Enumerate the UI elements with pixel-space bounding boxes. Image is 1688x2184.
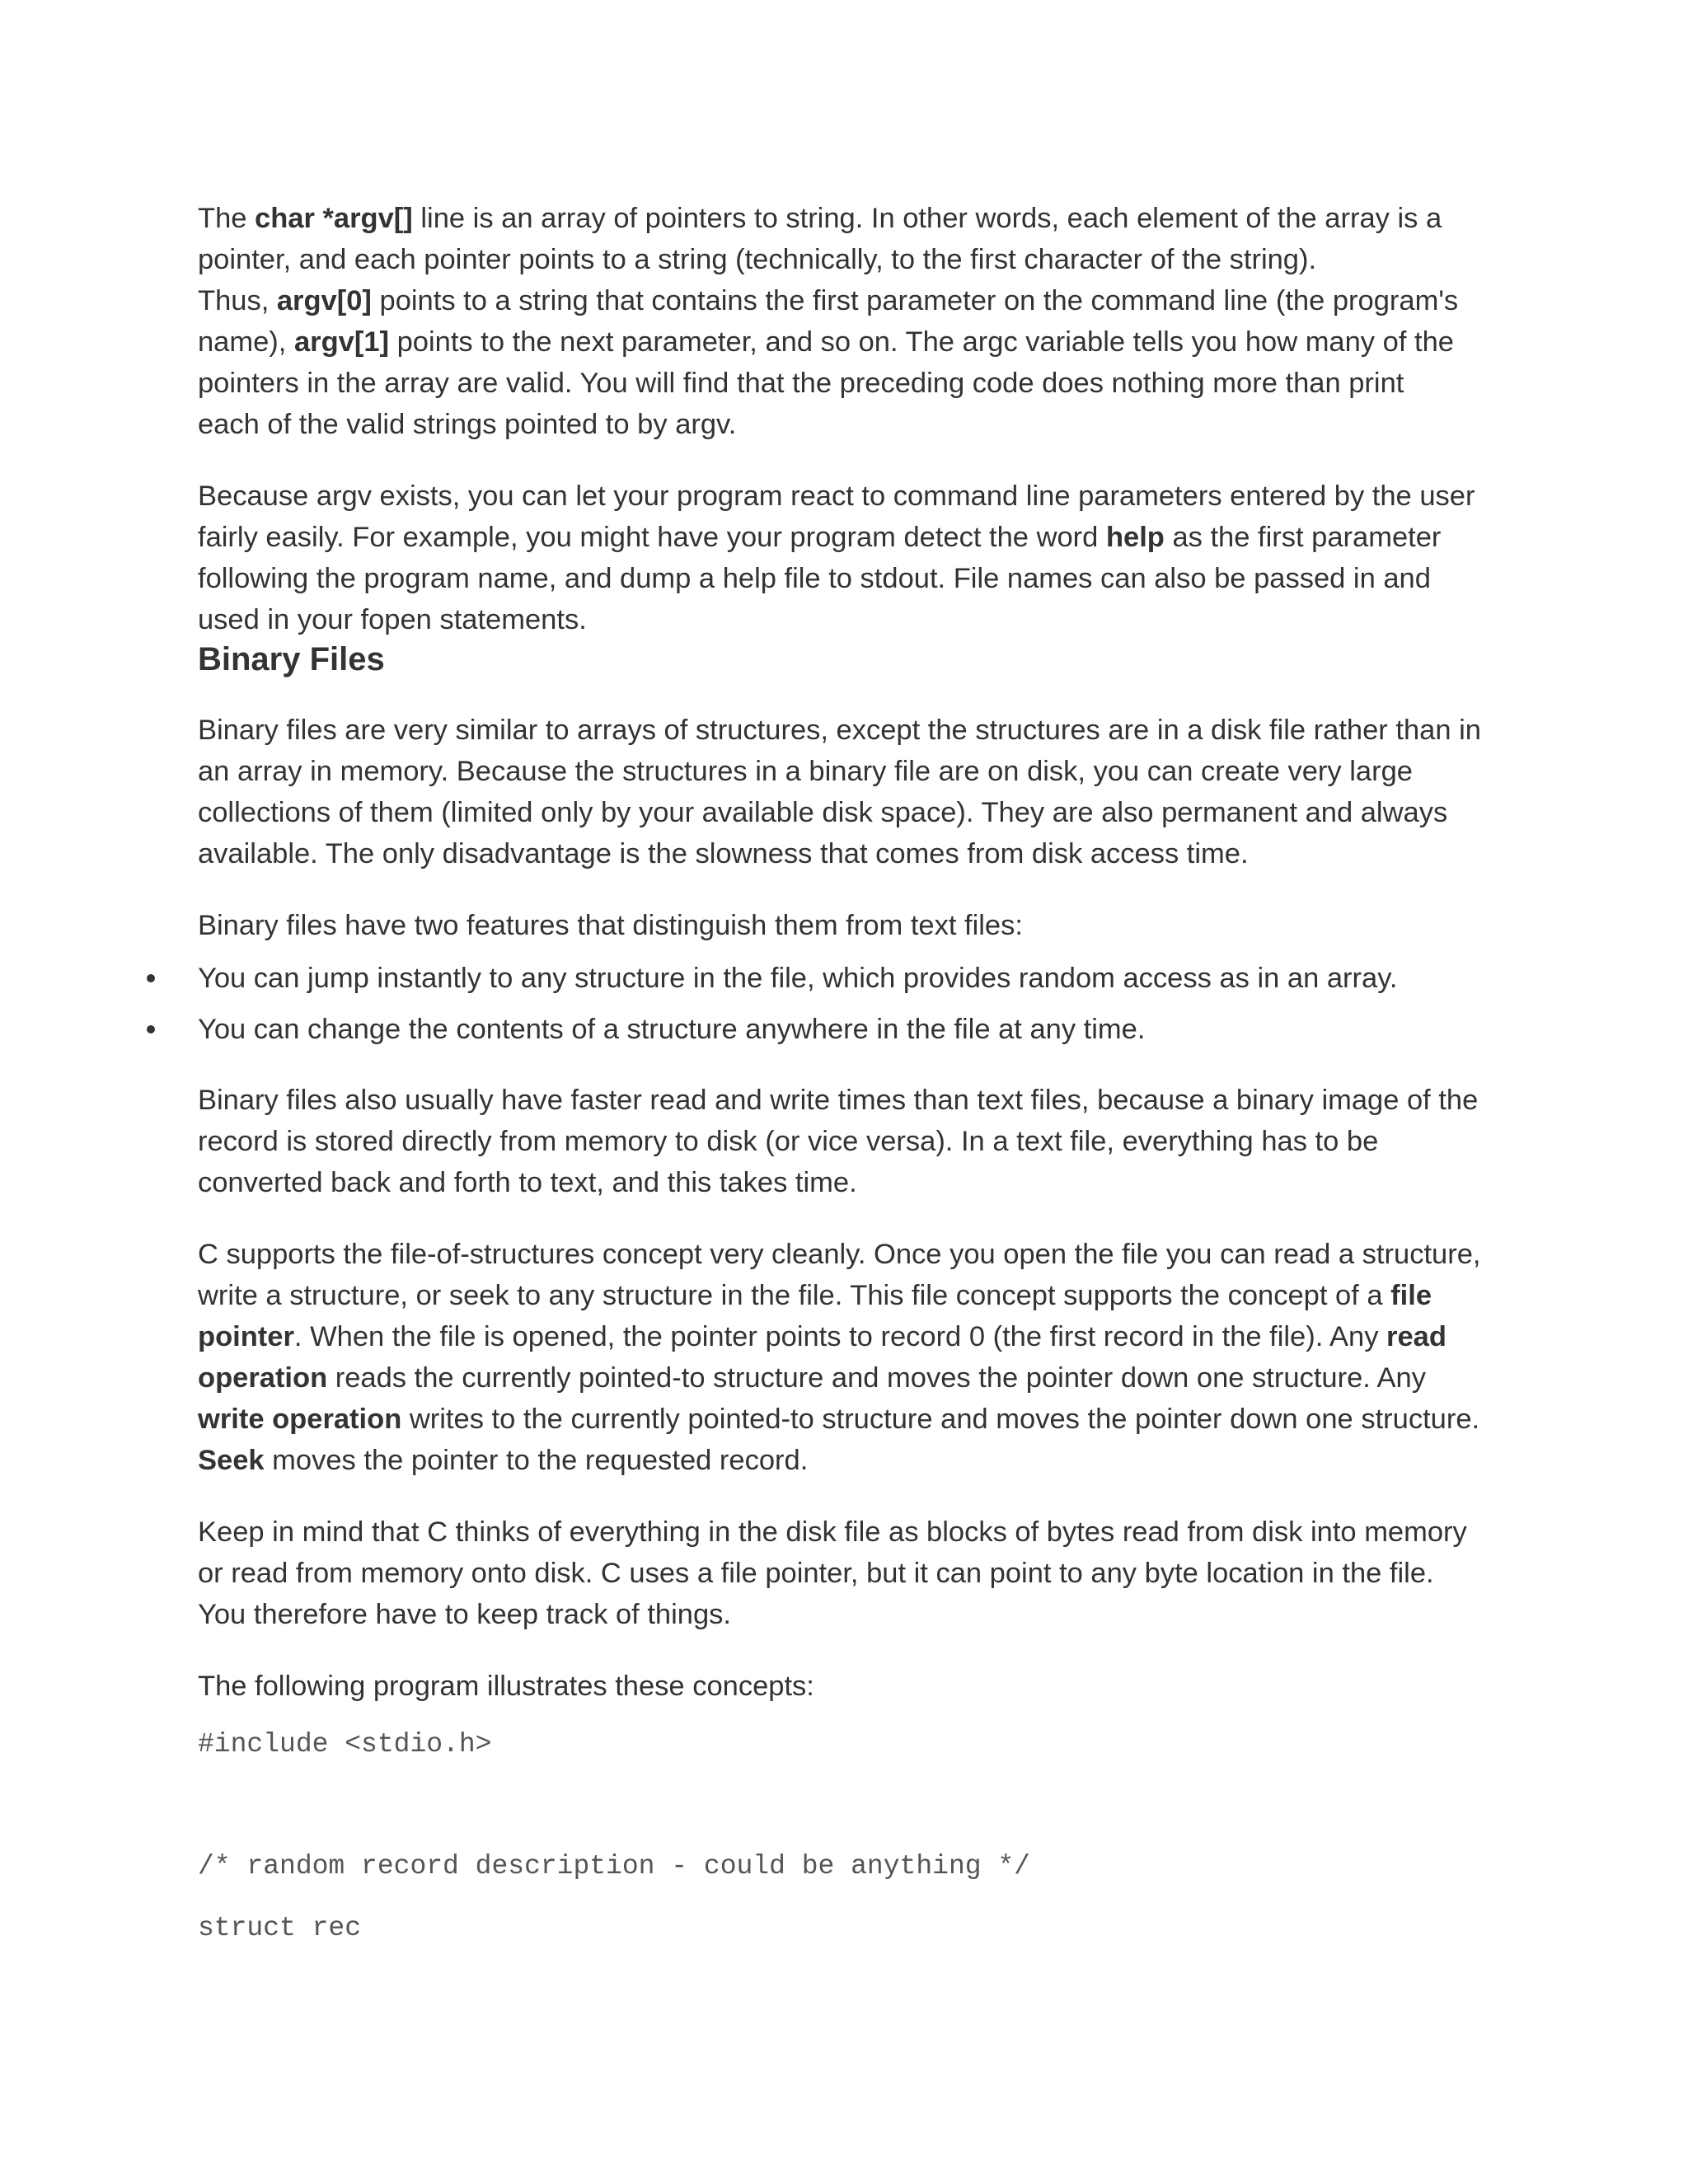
paragraph-argv-usage [198,476,1484,640]
bold-term-argv1: argv[1] [293,326,390,358]
bold-term-seek: Seek [198,1445,265,1476]
paragraph-binary-features: Binary files have two features that distinguish them from text files: [198,910,1023,941]
paragraph-file-pointer [198,1234,1484,1481]
document-body [198,198,1484,1945]
bold-term-read-operation: read operation [198,1321,1447,1394]
list-item-text: You can jump instantly to any structure in the file, which provides random access as in an array. [198,963,1398,994]
paragraph-binary-intro: Binary files are very similar to arrays of structures, except the structures are in a disk file rather than in an array in memory. Because the structures in a binary file are on disk, you can create very large collections of them (limited only by your available disk space). They are also permanent and always available. The only disadvantage is the slowness that comes from disk access time. [198,715,1481,869]
text-run: Because argv exists, you can let your program react to command line parameters entered by the user fairly easily. For example, you might have your program detect the word [198,480,1475,553]
bold-term-file-pointer: file pointer [198,1280,1432,1352]
text-run: line is an array of pointers to string. In other words, each element of the array is a pointer, and each pointer points to a string (technically, to the first character of the string). [198,203,1442,275]
bold-term-help: help [1105,522,1165,553]
bullet-icon [147,1025,155,1033]
list-item-text: You can change the contents of a structure anywhere in the file at any time. [198,1014,1146,1045]
bold-term-argv0: argv[0] [276,285,372,316]
paragraph-bytes: Keep in mind that C thinks of everything in the disk file as blocks of bytes read from disk into memory or read from memory onto disk. C uses a file pointer, but it can point to any byte location in the file. You therefore have to keep track of things. [198,1516,1467,1630]
text-run: . When the file is opened, the pointer points to record 0 (the first record in the file). Any [293,1321,1387,1352]
text-run: Thus, [198,285,277,316]
text-run: as the first parameter following the program name, and dump a help file to stdout. File names can also be passed in and used in your fopen statements. [198,522,1442,635]
text-run: The [198,203,256,234]
text-run: moves the pointer to the requested record. [264,1445,809,1476]
text-run: writes to the currently pointed-to structure and moves the pointer down one structure. [401,1404,1480,1435]
text-run: C supports the file-of-structures concept very cleanly. Once you open the file you can read a structure, write a structure, or seek to any structure in the file. This file concept supports the concept of a [198,1239,1481,1311]
paragraph-program-intro: The following program illustrates these concepts: [198,1671,814,1702]
text-run: points to the next parameter, and so on. The argc variable tells you how many of the pointers in the array are valid. You will find that the preceding code does nothing more than print each of the valid strings pointed to by argv. [198,326,1454,440]
bullet-icon [147,974,155,982]
list-item [198,958,1484,999]
code-line-include: #include <stdio.h> [198,1729,492,1760]
bold-term-write-operation: write operation [198,1404,402,1435]
feature-list [198,958,1484,1050]
code-line-comment: /* random record description - could be anything */ [198,1851,1030,1882]
section-heading-binary-files: Binary Files [198,641,385,677]
bold-term-char-argv: char *argv[] [255,203,413,234]
text-run: points to a string that contains the first parameter on the command line (the program's name), [198,285,1459,358]
paragraph-binary-speed: Binary files also usually have faster read and write times than text files, because a binary image of the record is stored directly from memory to disk (or vice versa). In a text file, everything has to be converted back and forth to text, and this takes time. [198,1085,1479,1198]
code-line-struct: struct rec [198,1913,362,1943]
text-run: reads the currently pointed-to structure and moves the pointer down one structure. Any [327,1362,1426,1394]
list-item [198,1009,1484,1050]
paragraph-argv-intro [198,198,1467,445]
